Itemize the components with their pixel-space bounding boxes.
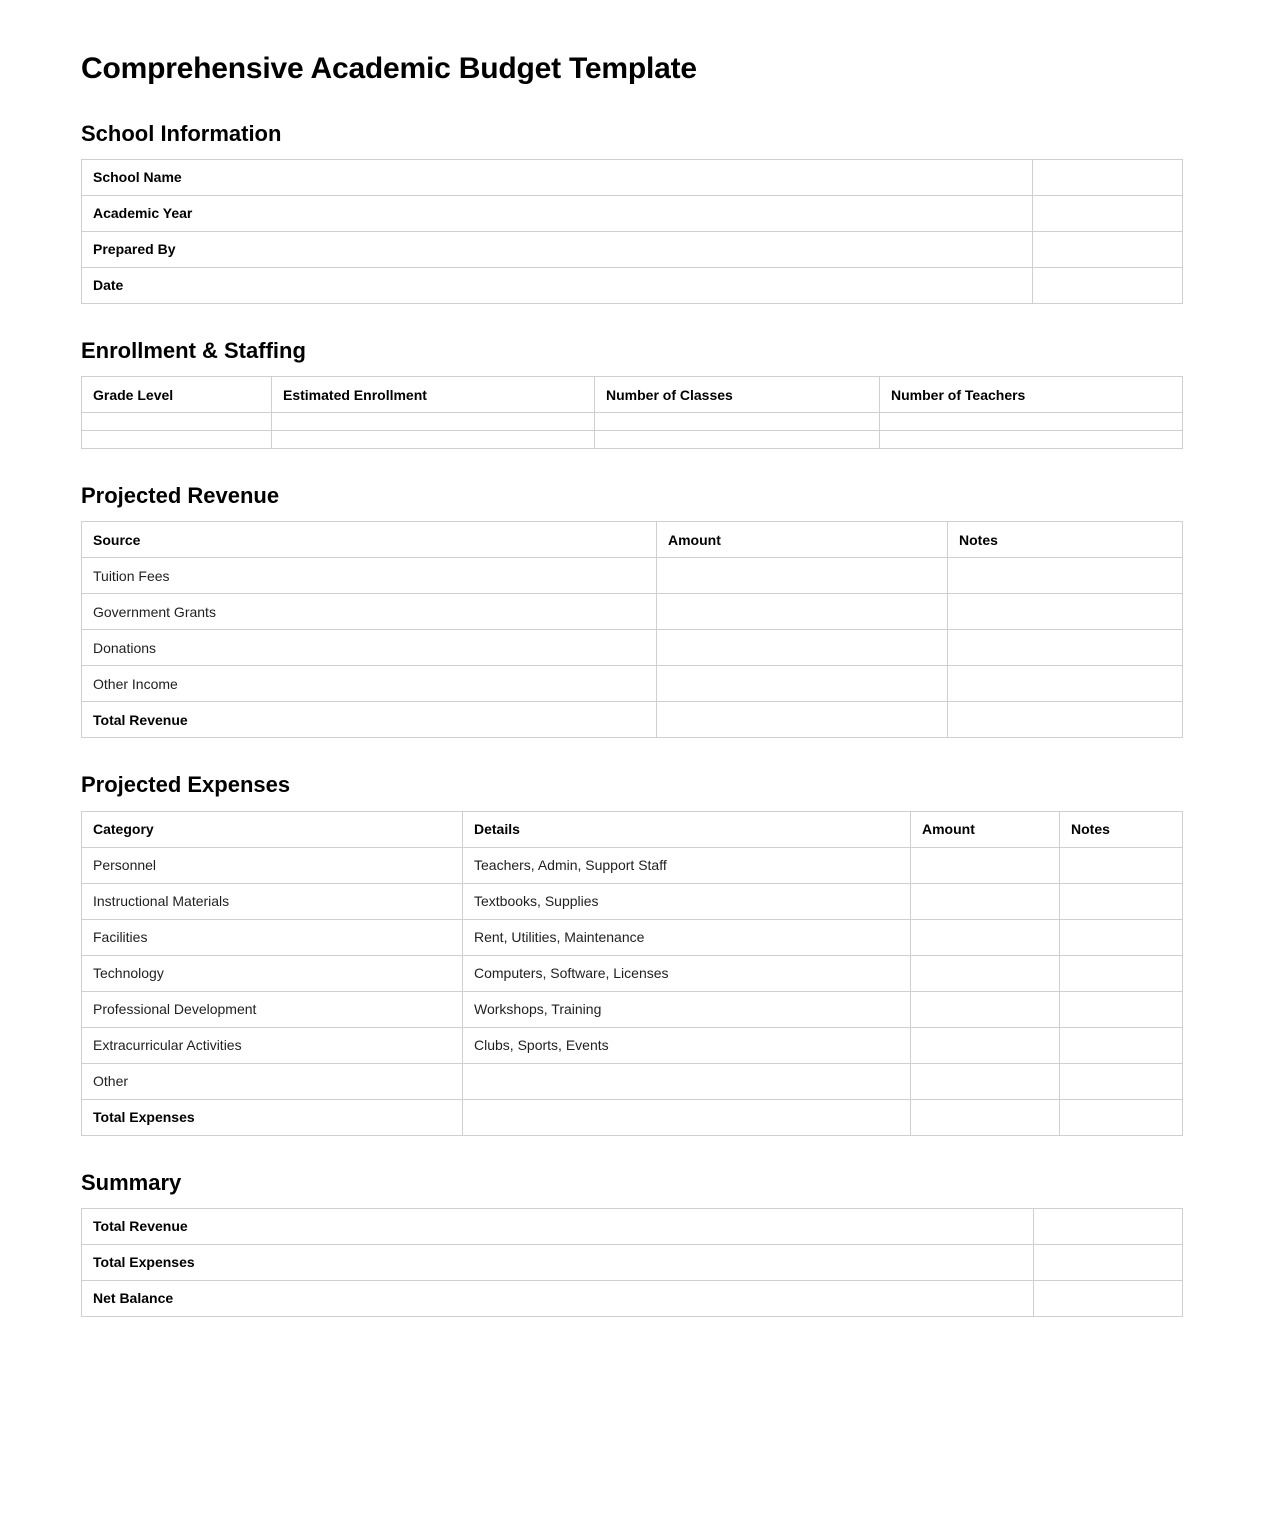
table-header-row — [82, 811, 1183, 847]
column-header-category: Category — [82, 811, 463, 847]
section-heading-summary: Summary — [81, 1169, 182, 1195]
section-heading-projected-revenue: Projected Revenue — [81, 483, 280, 509]
table-row — [82, 1027, 1183, 1063]
expense-category-cell: Technology — [82, 955, 463, 991]
date-label: Date — [82, 267, 1033, 303]
revenue-amount-cell[interactable] — [657, 558, 948, 594]
summary-total-expenses-label: Total Expenses — [82, 1244, 1034, 1280]
summary-net-balance-value[interactable] — [1034, 1280, 1183, 1316]
section-heading-enrollment-staffing: Enrollment & Staffing — [81, 337, 306, 363]
column-header-grade-level: Grade Level — [82, 377, 272, 413]
prepared-by-label: Prepared By — [82, 231, 1033, 267]
table-row — [82, 431, 1183, 449]
expense-category-cell: Facilities — [82, 919, 463, 955]
total-revenue-label: Total Revenue — [82, 702, 657, 738]
revenue-notes-cell[interactable] — [948, 558, 1183, 594]
expense-amount-cell[interactable] — [911, 991, 1060, 1027]
table-row — [82, 883, 1183, 919]
page-title: Comprehensive Academic Budget Template — [81, 52, 697, 85]
table-row — [82, 847, 1183, 883]
school-information-table — [81, 159, 1183, 304]
table-row — [82, 195, 1183, 231]
column-header-source: Source — [82, 522, 657, 558]
projected-revenue-table — [81, 521, 1183, 738]
summary-table — [81, 1208, 1183, 1317]
expense-category-cell: Professional Development — [82, 991, 463, 1027]
expense-category-cell: Personnel — [82, 847, 463, 883]
total-revenue-notes-cell[interactable] — [948, 702, 1183, 738]
grade-level-cell[interactable] — [82, 431, 272, 449]
revenue-amount-cell[interactable] — [657, 630, 948, 666]
table-header-row — [82, 522, 1183, 558]
column-header-notes: Notes — [948, 522, 1183, 558]
school-name-label: School Name — [82, 159, 1033, 195]
section-projected-revenue — [81, 483, 1182, 738]
expense-details-cell[interactable] — [463, 1063, 911, 1099]
table-row — [82, 955, 1183, 991]
section-heading-school-information: School Information — [81, 120, 282, 146]
estimated-enrollment-cell[interactable] — [272, 431, 595, 449]
column-header-amount: Amount — [911, 811, 1060, 847]
expense-amount-cell[interactable] — [911, 1027, 1060, 1063]
table-row — [82, 159, 1183, 195]
revenue-amount-cell[interactable] — [657, 666, 948, 702]
prepared-by-value[interactable] — [1033, 231, 1183, 267]
revenue-notes-cell[interactable] — [948, 594, 1183, 630]
table-row — [82, 231, 1183, 267]
table-row-total — [82, 1099, 1183, 1135]
date-value[interactable] — [1033, 267, 1183, 303]
number-of-classes-cell[interactable] — [595, 413, 880, 431]
total-revenue-amount-cell[interactable] — [657, 702, 948, 738]
school-name-value[interactable] — [1033, 159, 1183, 195]
expense-notes-cell[interactable] — [1060, 919, 1183, 955]
expense-notes-cell[interactable] — [1060, 883, 1183, 919]
total-expenses-details-cell[interactable] — [463, 1099, 911, 1135]
total-expenses-amount-cell[interactable] — [911, 1099, 1060, 1135]
revenue-source-cell: Other Income — [82, 666, 657, 702]
column-header-number-of-teachers: Number of Teachers — [880, 377, 1183, 413]
total-expenses-notes-cell[interactable] — [1060, 1099, 1183, 1135]
number-of-classes-cell[interactable] — [595, 431, 880, 449]
table-row — [82, 267, 1183, 303]
table-row — [82, 1244, 1183, 1280]
section-school-information — [81, 121, 1182, 304]
expense-details-cell: Workshops, Training — [463, 991, 911, 1027]
number-of-teachers-cell[interactable] — [880, 413, 1183, 431]
expense-notes-cell[interactable] — [1060, 1027, 1183, 1063]
expense-details-cell: Computers, Software, Licenses — [463, 955, 911, 991]
expense-details-cell: Teachers, Admin, Support Staff — [463, 847, 911, 883]
revenue-source-cell: Tuition Fees — [82, 558, 657, 594]
section-heading-projected-expenses: Projected Expenses — [81, 772, 291, 798]
revenue-source-cell: Government Grants — [82, 594, 657, 630]
revenue-amount-cell[interactable] — [657, 594, 948, 630]
expense-notes-cell[interactable] — [1060, 955, 1183, 991]
summary-total-revenue-label: Total Revenue — [82, 1208, 1034, 1244]
number-of-teachers-cell[interactable] — [880, 431, 1183, 449]
summary-total-expenses-value[interactable] — [1034, 1244, 1183, 1280]
section-projected-expenses — [81, 772, 1182, 1135]
expense-notes-cell[interactable] — [1060, 991, 1183, 1027]
revenue-notes-cell[interactable] — [948, 666, 1183, 702]
table-row — [82, 666, 1183, 702]
expense-amount-cell[interactable] — [911, 955, 1060, 991]
column-header-number-of-classes: Number of Classes — [595, 377, 880, 413]
table-row — [82, 919, 1183, 955]
section-summary — [81, 1170, 1182, 1317]
table-row — [82, 558, 1183, 594]
expense-category-cell: Instructional Materials — [82, 883, 463, 919]
column-header-amount: Amount — [657, 522, 948, 558]
expense-notes-cell[interactable] — [1060, 1063, 1183, 1099]
column-header-estimated-enrollment: Estimated Enrollment — [272, 377, 595, 413]
academic-year-value[interactable] — [1033, 195, 1183, 231]
estimated-enrollment-cell[interactable] — [272, 413, 595, 431]
table-row — [82, 1208, 1183, 1244]
expense-amount-cell[interactable] — [911, 919, 1060, 955]
revenue-source-cell: Donations — [82, 630, 657, 666]
table-row-total — [82, 702, 1183, 738]
expense-details-cell: Textbooks, Supplies — [463, 883, 911, 919]
expense-category-cell: Other — [82, 1063, 463, 1099]
table-header-row — [82, 377, 1183, 413]
column-header-notes: Notes — [1060, 811, 1183, 847]
enrollment-staffing-table — [81, 376, 1183, 449]
table-row — [82, 1280, 1183, 1316]
expense-details-cell: Rent, Utilities, Maintenance — [463, 919, 911, 955]
grade-level-cell[interactable] — [82, 413, 272, 431]
expense-amount-cell[interactable] — [911, 1063, 1060, 1099]
expense-amount-cell[interactable] — [911, 883, 1060, 919]
projected-expenses-table — [81, 811, 1183, 1136]
table-row — [82, 630, 1183, 666]
section-enrollment-staffing — [81, 338, 1182, 449]
summary-total-revenue-value[interactable] — [1034, 1208, 1183, 1244]
expense-amount-cell[interactable] — [911, 847, 1060, 883]
table-row — [82, 594, 1183, 630]
column-header-details: Details — [463, 811, 911, 847]
table-row — [82, 1063, 1183, 1099]
table-row — [82, 413, 1183, 431]
academic-year-label: Academic Year — [82, 195, 1033, 231]
expense-notes-cell[interactable] — [1060, 847, 1183, 883]
revenue-notes-cell[interactable] — [948, 630, 1183, 666]
expense-category-cell: Extracurricular Activities — [82, 1027, 463, 1063]
expense-details-cell: Clubs, Sports, Events — [463, 1027, 911, 1063]
summary-net-balance-label: Net Balance — [82, 1280, 1034, 1316]
total-expenses-label: Total Expenses — [82, 1099, 463, 1135]
table-row — [82, 991, 1183, 1027]
